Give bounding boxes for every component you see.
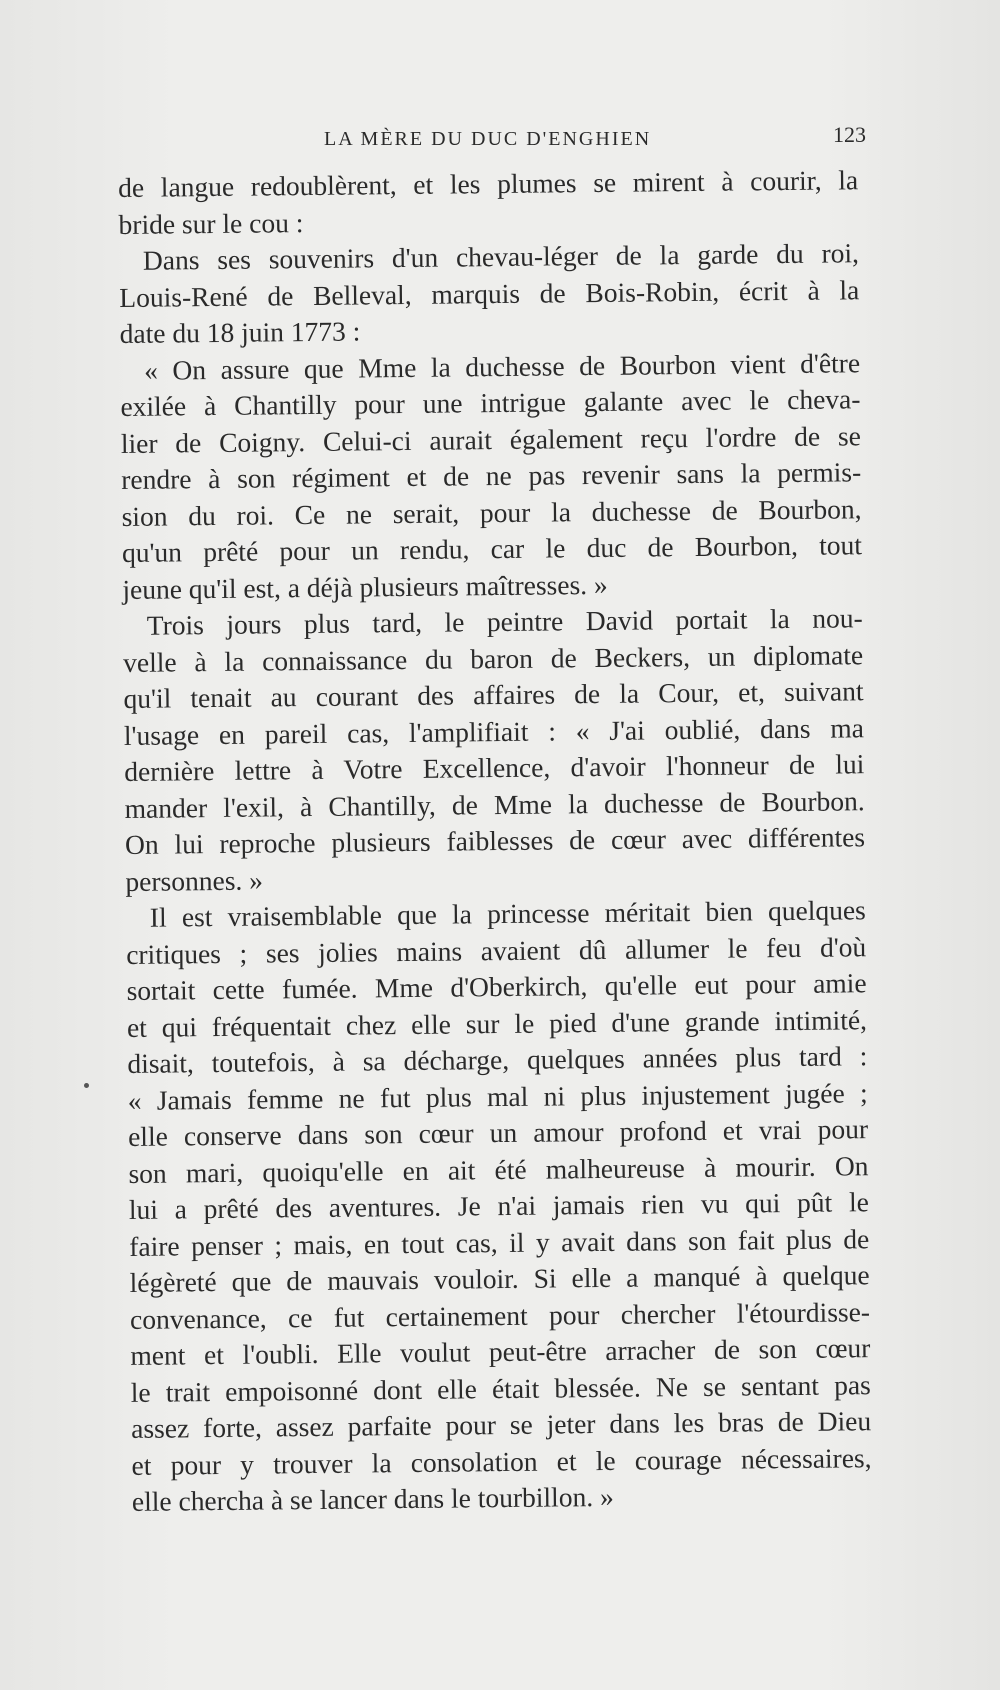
text-line: disait, toutefois, à sa décharge, quelques années plus tard : — [127, 1040, 868, 1079]
text-line: le trait empoisonné dont elle était blessée. Ne se sentant pas — [130, 1368, 871, 1408]
text-line: Il est vraisemblable que la princesse méritait bien quelques — [149, 894, 866, 933]
text-line: personnes. » — [125, 864, 264, 897]
text-line: Dans ses souvenirs d'un chevau-léger de la garde du roi, — [142, 237, 860, 276]
text-line: qu'il tenait au courant des affaires de la Cour, et, suivant — [123, 675, 864, 714]
text-line: exilée à Chantilly pour une intrigue galante avec le cheva- — [120, 383, 861, 422]
text-line: « Jamais femme ne fut plus mal ni plus injustement jugée ; — [127, 1076, 868, 1116]
body-text — [118, 162, 872, 1520]
text-line: l'usage en pareil cas, l'amplifiait : « J'ai oublié, dans ma — [123, 711, 865, 751]
text-line: assez forte, assez parfaite pour se jeter dans les bras de Dieu — [131, 1405, 872, 1444]
text-line: Trois jours plus tard, le peintre David portait la nou- — [146, 602, 863, 641]
text-line: rendre à son régiment et de ne pas revenir sans la permis- — [121, 456, 862, 495]
text-line: sion du roi. Ce ne serait, pour la duchesse de Bourbon, — [121, 492, 862, 532]
text-line: lui a prêté des aventures. Je n'ai jamais rien vu qui pût le — [128, 1186, 870, 1225]
text-line: dernière lettre à Votre Excellence, d'avoir l'honneur de lui — [124, 748, 865, 787]
text-line: elle chercha à se lancer dans le tourbillon. » — [131, 1480, 614, 1517]
text-line: jeune qu'il est, a déjà plusieurs maîtresses. » — [122, 568, 608, 605]
text-line: mander l'exil, à Chantilly, de Mme la duchesse de Bourbon. — [124, 784, 865, 824]
text-line: bride sur le cou : — [118, 206, 304, 240]
text-line: convenance, ce fut certainement pour chercher l'étourdisse- — [129, 1295, 871, 1335]
text-line: On lui reproche plusieurs faiblesses de cœur avec différentes — [124, 821, 866, 860]
text-line: ment et l'oubli. Elle voulut peut-être arracher de son cœur — [130, 1332, 871, 1371]
text-line: et pour y trouver la consolation et le courage nécessaires, — [131, 1441, 872, 1481]
text-line: et qui fréquentait chez elle sur le pied d'une grande intimité, — [126, 1003, 868, 1043]
text-line: lier de Coigny. Celui-ci aurait également reçu l'ordre de se — [120, 419, 861, 459]
text-line: qu'un prêté pour un rendu, car le duc de Bourbon, tout — [121, 529, 863, 568]
text-line: de langue redoublèrent, et les plumes se mirent à courir, la — [118, 164, 859, 203]
page-number: 123 — [833, 122, 866, 147]
text-line: légèreté que de mauvais vouloir. Si elle a manqué à quelque — [129, 1259, 870, 1298]
running-title: LA MÈRE DU DUC D'ENGHIEN — [324, 128, 652, 150]
text-line: « On assure que Mme la duchesse de Bourbon vient d'être — [143, 346, 861, 386]
text-line: date du 18 juin 1773 : — [119, 315, 361, 349]
text-line: faire penser ; mais, en tout cas, il y avait dans son fait plus de — [129, 1222, 870, 1262]
text-line: elle conserve dans son cœur un amour profond et vrai pour — [127, 1113, 869, 1152]
text-line: son mari, quoiqu'elle en ait été malheureuse à mourir. On — [128, 1149, 869, 1189]
text-line: Louis-René de Belleval, marquis de Bois-Robin, écrit à la — [119, 273, 860, 313]
page-header — [118, 118, 866, 158]
margin-mark — [84, 1083, 89, 1088]
text-line: sortait cette fumée. Mme d'Oberkirch, qu'elle eut pour amie — [126, 967, 867, 1006]
text-line: critiques ; ses jolies mains avaient dû allumer le feu d'où — [126, 930, 867, 970]
text-line: velle à la connaissance du baron de Beckers, un diplomate — [122, 638, 864, 678]
